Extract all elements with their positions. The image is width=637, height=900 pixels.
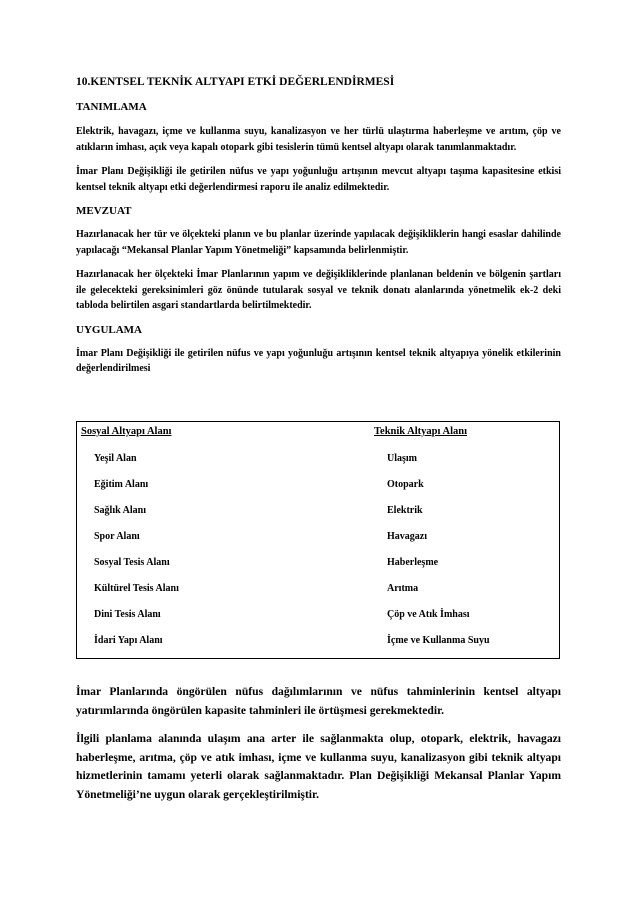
table-cell-social: Dini Tesis Alanı — [94, 609, 161, 620]
closing-paragraph-2: İlgili planlama alanında ulaşım ana arter ile sağlanmakta olup, otopark, elektrik, havagazı haberleşme, arıtma, çöp ve atık imhası, içme ve kullanma suyu, kanalizasyon gibi teknik altyapı hizmetlerinin tamamı yeterli olarak sağlanmaktadır. Plan Değişikliği Mekansal Planlar Yapım Yönetmeliği’ne uygun olarak gerçekleştirilmiştir. — [76, 732, 561, 801]
heading-mevzuat: MEVZUAT — [76, 205, 132, 217]
table-cell-technical: Elektrik — [387, 505, 423, 516]
table-cell-technical: Otopark — [387, 479, 424, 490]
page-title: 10.KENTSEL TEKNİK ALTYAPI ETKİ DEĞERLENDİRMESİ — [76, 76, 395, 88]
table-cell-technical: Çöp ve Atık İmhası — [387, 609, 470, 620]
tanimlama-paragraph-1: Elektrik, havagazı, içme ve kullanma suyu, kanalizasyon ve her türlü ulaştırma haberleşme ve arıtım, çöp ve atıkların imhası, açık veya kapalı otopark gibi tesislerin tümü kentsel altyapı olarak tanımlanmaktadır. — [76, 126, 561, 153]
table-cell-technical: Arıtma — [387, 583, 419, 594]
uygulama-paragraph-1: İmar Planı Değişikliği ile getirilen nüfus ve yapı yoğunluğu artışının kentsel teknik altyapıya yönelik etkilerinin değerlendirilmesi — [76, 347, 561, 374]
table-header-technical: Teknik Altyapı Alanı — [374, 426, 467, 437]
table-header-social: Sosyal Altyapı Alanı — [81, 426, 172, 437]
table-cell-technical: Havagazı — [387, 531, 427, 542]
mevzuat-paragraph-2: Hazırlanacak her ölçekteki İmar Planlarının yapım ve değişikliklerinde planlanan beldenin ve bölgenin şartları ile gelecekteki gereksinimleri göz önünde tutularak sosyal ve teknik donatı alanlarında yönetmelik ek-2 deki tabloda belirtilen asgari standartlarda belirtilmektedir. — [76, 269, 561, 311]
table-cell-social: Yeşil Alan — [94, 453, 137, 464]
infrastructure-table — [76, 421, 560, 659]
table-cell-social: İdari Yapı Alanı — [94, 635, 163, 646]
table-cell-social: Eğitim Alanı — [94, 479, 149, 490]
mevzuat-paragraph-1: Hazırlanacak her tür ve ölçekteki planın ve bu planlar üzerinde yapılacak değişikliklerin hangi esaslar dahilinde yapılacağı “Mekansal Planlar Yapım Yönetmeliği” kapsamında belirlenmiştir. — [76, 229, 561, 256]
table-cell-technical: İçme ve Kullanma Suyu — [387, 635, 490, 646]
table-cell-social: Spor Alanı — [94, 531, 140, 542]
table-cell-social: Kültürel Tesis Alanı — [94, 583, 179, 594]
heading-tanimlama: TANIMLAMA — [76, 101, 147, 113]
table-cell-technical: Haberleşme — [387, 557, 439, 568]
table-cell-social: Sağlık Alanı — [94, 505, 146, 516]
closing-paragraph-1: İmar Planlarında öngörülen nüfus dağılımlarının ve nüfus tahminlerinin kentsel altyapı yatırımlarında öngörülen kapasite tahminleri ile örtüşmesi gerekmektedir. — [76, 685, 561, 717]
table-cell-technical: Ulaşım — [387, 453, 417, 464]
document-body — [76, 75, 561, 377]
table-cell-social: Sosyal Tesis Alanı — [94, 557, 170, 568]
closing-section — [76, 683, 561, 804]
heading-uygulama: UYGULAMA — [76, 323, 142, 336]
tanimlama-paragraph-2: İmar Planı Değişikliği ile getirilen nüfus ve yapı yoğunluğu artışının mevcut altyapı taşıma kapasitesine etkisi kentsel teknik altyapı etki değerlendirmesi raporu ile analiz edilmektedir. — [76, 166, 561, 193]
